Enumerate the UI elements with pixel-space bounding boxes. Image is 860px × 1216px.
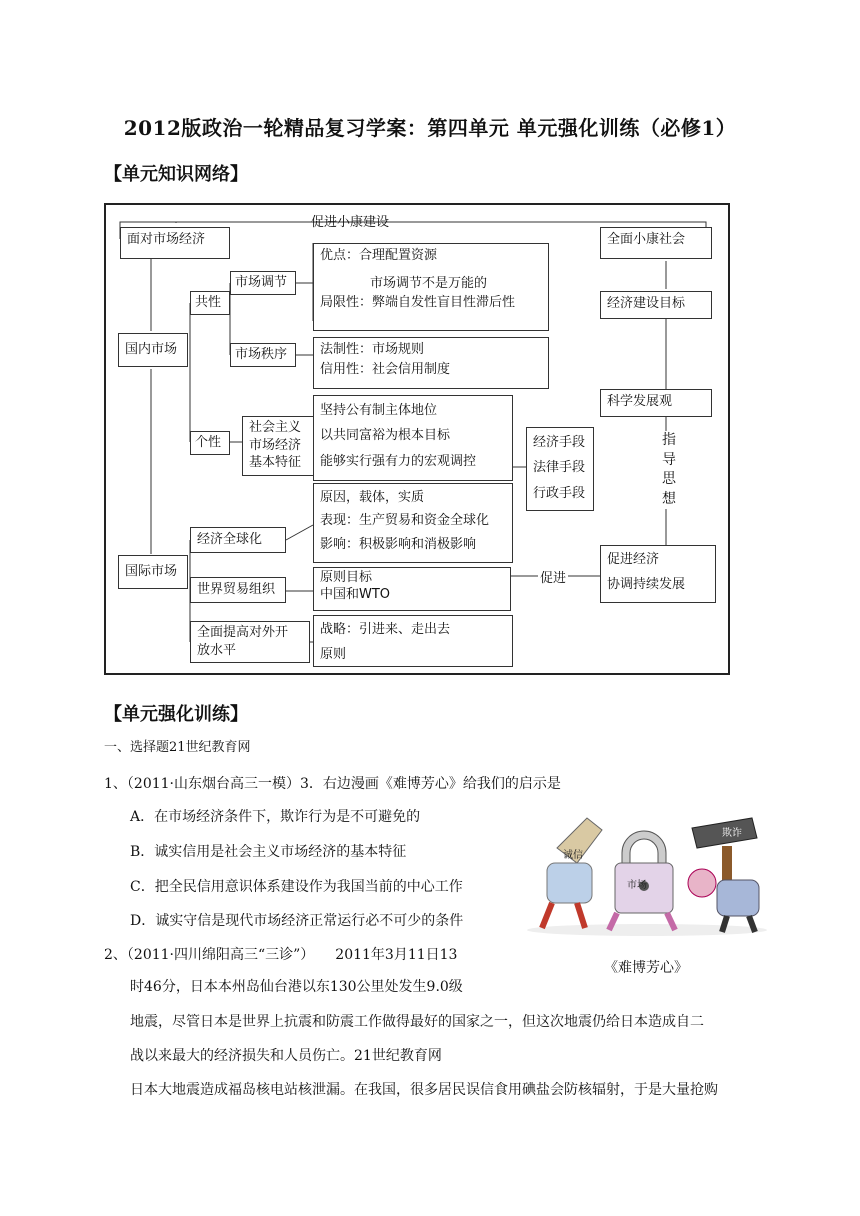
- node-opening-detail: [313, 615, 513, 667]
- feature-line: 能够实行强有力的宏观调控: [320, 453, 477, 469]
- node-promote-econ: [600, 545, 716, 603]
- means-line: 行政手段: [533, 485, 586, 501]
- node-wto-detail: [313, 567, 511, 611]
- opening-line: 放水平: [197, 642, 237, 658]
- order-line: 信用性：社会信用制度: [320, 361, 451, 377]
- promote-label: 促进: [538, 567, 568, 586]
- regulation-line: 优点：合理配置资源: [320, 248, 438, 263]
- feature-title-line: 社会主义: [249, 420, 302, 435]
- guiding-char: 思: [662, 471, 676, 488]
- node-means: [526, 427, 594, 511]
- top-label: 促进小康建设: [311, 215, 390, 230]
- section-heading-network: 【单元知识网络】: [104, 164, 248, 185]
- question-1-option-d: D．诚实守信是现代市场经济正常运行必不可少的条件: [130, 913, 464, 929]
- cartoon-caption: 《难博芳心》: [604, 960, 688, 976]
- node-globalization: 经济全球化: [190, 527, 286, 553]
- node-econ-goal: 经济建设目标: [600, 291, 712, 319]
- cartoon-tag-market: 市场: [627, 880, 647, 891]
- node-market-order: 市场秩序: [230, 343, 296, 367]
- node-intl-market: 国际市场: [118, 555, 188, 589]
- node-globalization-detail: [313, 483, 513, 563]
- node-sci-dev: 科学发展观: [600, 389, 712, 417]
- node-domestic-market: 国内市场: [118, 333, 188, 367]
- question-2-line: 时46分，日本本州岛仙台港以东130公里处发生9.0级: [130, 979, 463, 995]
- question-section-heading: 一、选择题21世纪教育网: [104, 740, 251, 755]
- feature-line: 坚持公有制主体地位: [320, 403, 438, 418]
- feature-title-line: 市场经济: [249, 437, 302, 453]
- guiding-thought-label: [662, 431, 682, 509]
- feature-line: 以共同富裕为根本目标: [320, 428, 451, 444]
- globalization-line: 原因，载体，实质: [320, 490, 425, 505]
- order-line: 法制性：市场规则: [320, 342, 425, 357]
- question-1-option-a: A．在市场经济条件下，欺诈行为是不可避免的: [130, 809, 421, 825]
- question-1-option-c: C．把全民信用意识体系建设作为我国当前的中心工作: [130, 879, 463, 895]
- node-socialist-features: [242, 416, 314, 476]
- opening-detail-line: 原则: [320, 646, 347, 662]
- node-individuality: 个性: [190, 431, 230, 455]
- question-2-line: 日本大地震造成福岛核电站核泄漏。在我国，很多居民误信食用碘盐会防核辐射，于是大量抢购: [130, 1082, 718, 1098]
- section-heading-training: 【单元强化训练】: [104, 704, 248, 725]
- guiding-char: 想: [662, 490, 676, 507]
- opening-line: 全面提高对外开: [197, 625, 289, 640]
- cartoon-illustration: [517, 808, 779, 938]
- node-regulation-detail: [313, 243, 549, 331]
- cartoon-tag-fraud: 欺诈: [722, 828, 742, 839]
- node-features-detail: [313, 395, 513, 481]
- node-wto: 世界贸易组织: [190, 577, 286, 603]
- regulation-line: 市场调节不是万能的: [370, 275, 488, 291]
- question-2-line: 2、（2011·四川绵阳高三“三诊”） 2011年3月11日13: [104, 947, 458, 963]
- question-1-stem: 1、（2011·山东烟台高三一模）3．右边漫画《难博芳心》给我们的启示是: [104, 776, 561, 792]
- means-line: 经济手段: [533, 435, 586, 450]
- globalization-line: 影响：积极影响和消极影响: [320, 536, 477, 552]
- promote-econ-line: 协调持续发展: [607, 576, 686, 592]
- node-order-detail: [313, 337, 549, 389]
- question-2-line: 战以来最大的经济损失和人员伤亡。21世纪教育网: [130, 1048, 442, 1064]
- promote-econ-line: 促进经济: [607, 552, 660, 567]
- knowledge-network-diagram: [104, 203, 730, 675]
- globalization-line: 表现：生产贸易和资金全球化: [320, 513, 490, 529]
- question-1-option-b: B．诚实信用是社会主义市场经济的基本特征: [130, 844, 407, 860]
- node-face-market: 面对市场经济: [120, 227, 230, 259]
- opening-detail-line: 战略：引进来、走出去: [320, 622, 451, 637]
- page-title: 2012版政治一轮精品复习学案：第四单元 单元强化训练（必修1）: [123, 116, 737, 140]
- node-opening: [190, 621, 310, 663]
- node-market-regulation: 市场调节: [230, 271, 296, 295]
- cartoon-tag-honesty: 诚信: [563, 850, 583, 861]
- wto-line: 中国和WTO: [320, 586, 391, 602]
- node-xiaokang: 全面小康社会: [600, 227, 712, 259]
- wto-line: 原则目标: [320, 570, 373, 585]
- means-line: 法律手段: [533, 460, 586, 476]
- guiding-char: 导: [662, 451, 676, 468]
- feature-title-line: 基本特征: [249, 455, 302, 471]
- guiding-char: 指: [662, 432, 676, 448]
- regulation-line: 局限性：弊端自发性盲目性滞后性: [320, 295, 516, 310]
- node-commonality: 共性: [190, 291, 230, 315]
- question-2-line: 地震，尽管日本是世界上抗震和防震工作做得最好的国家之一，但这次地震仍给日本造成自二: [130, 1014, 704, 1030]
